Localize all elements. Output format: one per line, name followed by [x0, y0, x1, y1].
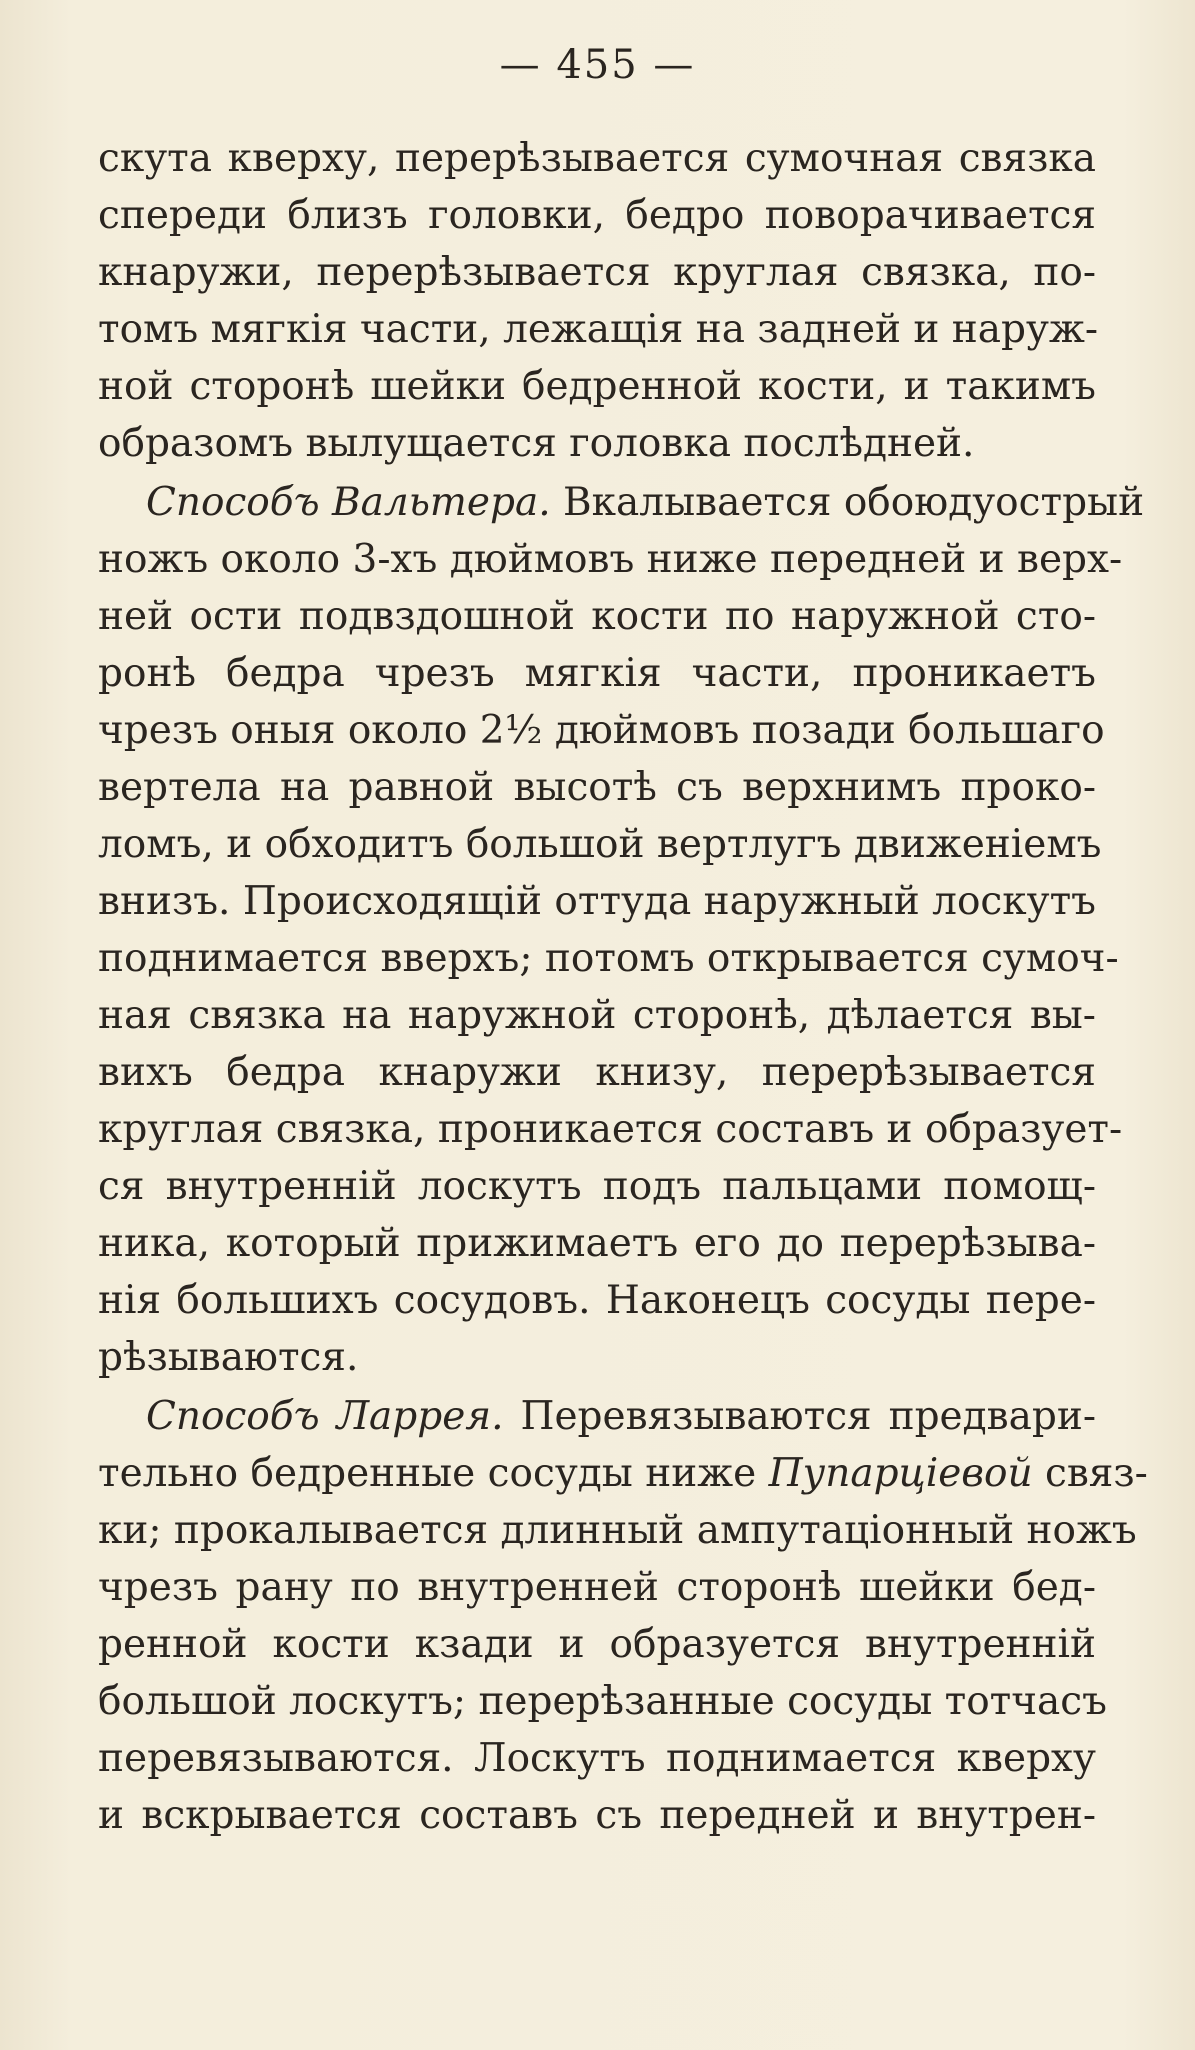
- text-line: ренной кости кзади и образуется внутренній: [98, 1622, 1096, 1667]
- text-line: ломъ, и обходитъ большой вертлугъ движеніемъ: [98, 822, 1102, 867]
- text-line: ней ости подвздошной кости по наружной сто-: [98, 594, 1096, 639]
- paragraph-2: [98, 474, 1145, 1386]
- text-line: ки; прокалывается длинный ампутаціонный ножъ: [98, 1508, 1137, 1553]
- text-line: и вскрывается составъ съ передней и внутрен-: [98, 1793, 1096, 1838]
- text-line: [98, 474, 1145, 531]
- text-line: спереди близъ головки, бедро поворачивается: [98, 193, 1096, 238]
- text-span: Перевязываются предвари-: [503, 1394, 1096, 1439]
- text-line: ножъ около 3-хъ дюймовъ ниже передней и верх-: [98, 537, 1123, 582]
- text-line: томъ мягкія части, лежащія на задней и наруж-: [98, 307, 1099, 352]
- italic-term: Пупарціевой: [768, 1451, 1033, 1496]
- paragraph-3: [98, 1388, 1148, 1844]
- body-text: [98, 130, 1148, 1844]
- method-title-larrey: Способъ Ларрея.: [146, 1394, 504, 1439]
- text-line: перевязываются. Лоскутъ поднимается кверху: [98, 1736, 1096, 1781]
- text-line: [98, 1388, 1096, 1445]
- text-line: большой лоскутъ; перерѣзанные сосуды тотчасъ: [98, 1679, 1107, 1724]
- text-line: чрезъ рану по внутренней сторонѣ шейки бед-: [98, 1565, 1096, 1610]
- text-line: скута кверху, перерѣзывается сумочная связка: [98, 136, 1096, 181]
- text-line: кнаружи, перерѣзывается круглая связка, по-: [98, 250, 1096, 295]
- text-line: вертела на равной высотѣ съ верхнимъ проко-: [98, 765, 1096, 810]
- text-line: ной сторонѣ шейки бедренной кости, и такимъ: [98, 364, 1096, 409]
- text-line: поднимается вверхъ; потомъ открывается сумоч-: [98, 936, 1119, 981]
- paragraph-1: [98, 130, 1099, 472]
- text-line: чрезъ оныя около 2½ дюймовъ позади большаго: [98, 708, 1105, 753]
- text-span: тельно бедренные сосуды ниже: [98, 1451, 769, 1496]
- text-line: ронѣ бедра чрезъ мягкія части, проникаетъ: [98, 651, 1096, 696]
- text-span: Вкалывается обоюдуострый: [550, 480, 1145, 525]
- text-line: образомъ вылущается головка послѣдней.: [98, 421, 975, 466]
- text-line: нія большихъ сосудовъ. Наконецъ сосуды пере-: [98, 1278, 1096, 1323]
- text-line: рѣзываются.: [98, 1335, 359, 1380]
- text-line: вихъ бедра кнаружи книзу, перерѣзывается: [98, 1050, 1096, 1095]
- text-span: связ-: [1032, 1451, 1148, 1496]
- text-line: ся внутренній лоскутъ подъ пальцами помощ-: [98, 1164, 1096, 1209]
- page-number: — 455 —: [499, 42, 696, 88]
- method-title-walther: Способъ Вальтера.: [146, 480, 551, 525]
- text-line: ника, который прижимаетъ его до перерѣзыва-: [98, 1221, 1096, 1266]
- text-line: круглая связка, проникается составъ и образует-: [98, 1107, 1123, 1152]
- text-line: ная связка на наружной сторонѣ, дѣлается вы-: [98, 993, 1096, 1038]
- text-line: [98, 1445, 1148, 1502]
- text-line: внизъ. Происходящій оттуда наружный лоскутъ: [98, 879, 1096, 924]
